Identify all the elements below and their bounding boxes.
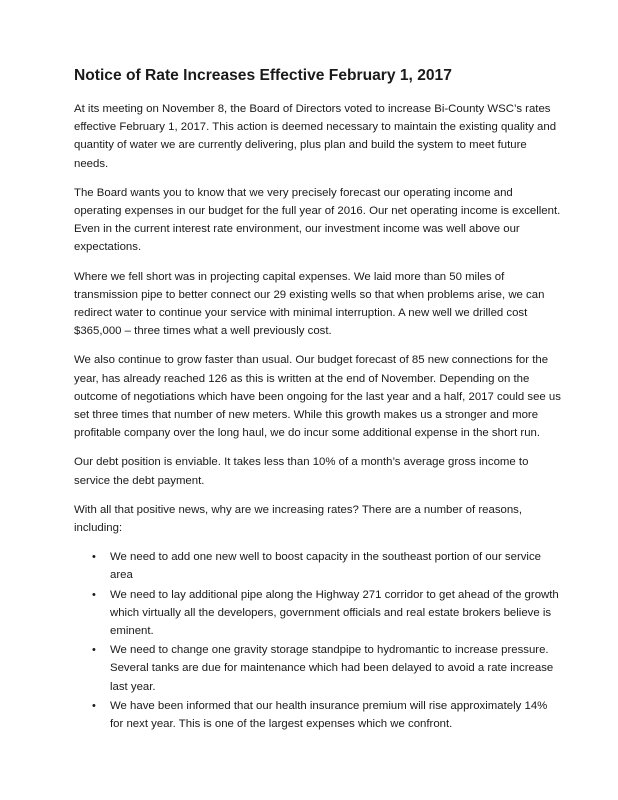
document-page <box>74 66 562 734</box>
page-title: Notice of Rate Increases Effective February 1, 2017 <box>74 67 452 84</box>
paragraph-forecast: The Board wants you to know that we very precisely forecast our operating income and operating expenses in our budget for the full year of 2016. Our net operating income is excellent. Even in the current interest rate environment, our investment income was well above our expectations. <box>74 186 561 254</box>
bullet-icon: • <box>92 699 96 712</box>
bullet-icon: • <box>92 551 96 564</box>
paragraph-board-vote: At its meeting on November 8, the Board of Directors voted to increase Bi-County WSC’s rates effective February 1, 2017. This action is deemed necessary to maintain the existing quality and quantity of water we are currently delivering, plus plan and build the system to meet future needs. <box>74 103 557 170</box>
list-item <box>92 697 562 733</box>
list-item-text: We need to lay additional pipe along the Highway 271 corridor to get ahead of the growth which virtually all the developers, government officials and real estate brokers believe is eminent. <box>110 588 559 638</box>
list-item <box>92 586 562 641</box>
list-item-text: We need to change one gravity storage standpipe to hydromantic to increase pressure. Several tanks are due for maintenance which had been delayed to avoid a rate increase last year. <box>110 644 554 693</box>
bullet-icon: • <box>92 588 96 601</box>
paragraph-growth: We also continue to grow faster than usual. Our budget forecast of 85 new connections for the year, has already reached 126 as this is written at the end of November. Depending on the outcome of negotiations which have been ongoing for the last year and a half, 2017 could see us set three times that number of new meters. While this growth makes us a stronger and more profitable company over the long haul, we do incur some additional expense in the short run. <box>74 354 561 440</box>
bullet-icon: • <box>92 644 96 657</box>
paragraph-capital-expenses: Where we fell short was in projecting capital expenses. We laid more than 50 miles of transmission pipe to better connect our 29 existing wells so that when problems arise, we can redirect water to continue your service with minimal interruption. A new well we drilled cost $365,000 – three times what a well previously cost. <box>74 270 545 338</box>
list-item-text: We have been informed that our health insurance premium will rise approximately 14% for next year. This is one of the largest expenses which we confront. <box>110 699 548 731</box>
list-item <box>92 548 562 584</box>
list-item <box>92 641 562 696</box>
paragraph-reasons-intro: With all that positive news, why are we increasing rates? There are a number of reasons, including: <box>74 503 523 535</box>
reasons-list <box>74 548 562 733</box>
paragraph-debt: Our debt position is enviable. It takes less than 10% of a month’s average gross income to service the debt payment. <box>74 456 529 487</box>
list-item-text: We need to add one new well to boost capacity in the southeast portion of our service area <box>110 551 541 582</box>
